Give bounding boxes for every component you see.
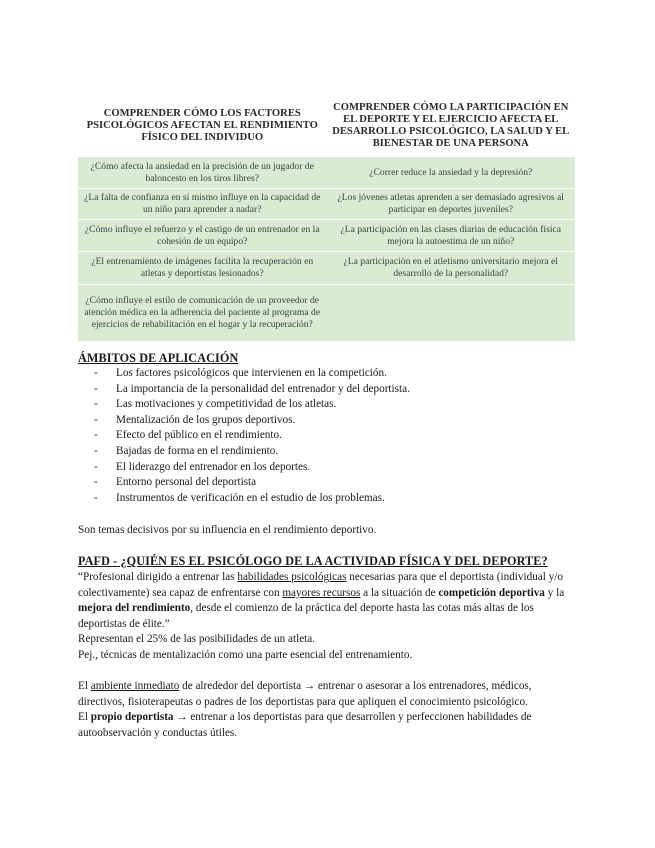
table-cell: ¿Cómo influye el refuerzo y el castigo de un entrenador en la cohesión de un equipo? <box>78 220 327 252</box>
table-row <box>78 252 575 285</box>
list-item: - Entorno personal del deportista <box>94 475 410 491</box>
pafd-example-note: Pej., técnicas de mentalización como una parte esencial del entrenamiento. <box>78 649 413 661</box>
table-cell: ¿La participación en el atletismo universitario mejora el desarrollo de la personalidad? <box>327 252 576 285</box>
table-row <box>78 157 575 189</box>
quote-bold-term: competición deportiva <box>438 586 545 599</box>
list-item: - Instrumentos de verificación en el estudio de los problemas. <box>94 491 410 507</box>
table-row <box>78 285 575 342</box>
table-cell: ¿La participación en las clases diarias de educación física mejora la autoestima de un niño? <box>327 220 576 252</box>
table-header-psychological-development: COMPRENDER CÓMO LA PARTICIPACIÓN EN EL DEPORTE Y EL EJERCICIO AFECTA EL DESARROLLO PSICOLÓGICO, LA SALUD Y EL BIENESTAR DE UNA PERSONA <box>327 96 576 157</box>
quote-text: “Profesional dirigido a entrenar las <box>78 571 238 583</box>
table-cell-empty <box>327 285 576 342</box>
ambitos-list <box>94 366 410 506</box>
list-item: - Los factores psicológicos que intervienen en la competición. <box>94 366 410 382</box>
table-row <box>78 189 575 220</box>
table-cell: ¿Cómo afecta la ansiedad en la precisión de un jugador de baloncesto en los tiros libres? <box>78 157 327 189</box>
list-item: - Bajadas de forma en el rendimiento. <box>94 444 410 460</box>
ambitos-heading: ÁMBITOS DE APLICACIÓN <box>78 351 239 365</box>
paragraph-text: → entrenar a los deportistas para que desarrollen y perfeccionen habilidades de autoobservación y conductas útiles. <box>78 711 532 739</box>
paragraph-text: El <box>78 680 91 692</box>
pafd-ambiente-paragraph <box>78 679 578 710</box>
table-cell: ¿Cómo influye el estilo de comunicación de un proveedor de atención médica en la adherencia del paciente al programa de ejercicios de rehabilitación en el hogar y la recuperación? <box>78 285 327 342</box>
paragraph-text: de alrededor del deportista → entrenar o asesorar a los entrenadores, médicos, directivos, fisioterapeutas o padres de los deportistas para que apliquen el conocimiento psicológico. <box>78 680 532 708</box>
quote-underlined-term: habilidades psicológicas <box>237 571 347 583</box>
pafd-percentage-note: Representan el 25% de las posibilidades de un atleta. <box>78 633 316 645</box>
quote-underlined-term: mayores recursos <box>282 586 361 599</box>
quote-bold-term: mejora del rendimiento <box>78 602 191 615</box>
list-item: - Efecto del público en el rendimiento. <box>94 428 410 444</box>
table-cell: ¿Correr reduce la ansiedad y la depresión? <box>327 157 576 189</box>
pafd-heading: PAFD - ¿QUIÉN ES EL PSICÓLOGO DE LA ACTIVIDAD FÍSICA Y DEL DEPORTE? <box>78 554 548 568</box>
table-row <box>78 220 575 252</box>
table-cell: ¿El entrenamiento de imágenes facilita la recuperación en atletas y deportistas lesionados? <box>78 252 327 285</box>
bold-term: propio deportista <box>90 711 174 723</box>
quote-text: necesarias para que el deportista (individual y/o colectivamente) sea capaz de enfrentarse con <box>78 571 563 599</box>
quote-text: a la situación de <box>360 586 439 599</box>
ambitos-conclusion: Son temas decisivos por su influencia en el rendimiento deportivo. <box>78 524 377 536</box>
psychology-table <box>78 96 575 341</box>
underlined-term: ambiente inmediato <box>90 680 180 692</box>
pafd-definition-quote <box>78 570 578 632</box>
pafd-propio-paragraph <box>78 710 578 741</box>
list-item: - El liderazgo del entrenador en los deportes. <box>94 460 410 476</box>
list-item: - La importancia de la personalidad del entrenador y del deportista. <box>94 382 410 398</box>
list-item: - Mentalización de los grupos deportivos. <box>94 413 410 429</box>
table-header-physical-performance: COMPRENDER CÓMO LOS FACTORES PSICOLÓGICOS AFECTAN EL RENDIMIENTO FÍSICO DEL INDIVIDUO <box>78 96 327 157</box>
table-cell: ¿Los jóvenes atletas aprenden a ser demasiado agresivos al participar en deportes juveniles? <box>327 189 576 220</box>
table-cell: ¿La falta de confianza en sí mismo influye en la capacidad de un niño para aprender a nadar? <box>78 189 327 220</box>
list-item: - Las motivaciones y competitividad de los atletas. <box>94 397 410 413</box>
quote-text: , desde el comienzo de la práctica del deporte hasta las cotas más altas de los deportistas de élite.” <box>78 602 534 630</box>
table-header-row <box>78 96 575 157</box>
quote-text: y la <box>544 586 565 599</box>
paragraph-text: El <box>78 711 91 723</box>
